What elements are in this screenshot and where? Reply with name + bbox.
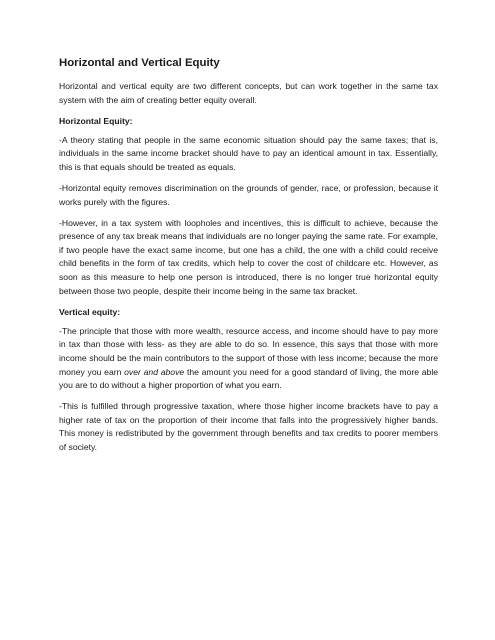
intro-paragraph: Horizontal and vertical equity are two different concepts, but can work together in the same tax system with the aim of creating better equity overall.: [59, 81, 438, 105]
horizontal-paragraph-2: -Horizontal equity removes discrimination on the grounds of gender, race, or profession, because it works purely with the figures.: [59, 182, 438, 207]
document-title: Horizontal and Vertical Equity: [59, 57, 220, 69]
vertical-paragraph-1-end: the amount you need for a good standard of living, the more able you are to do without a higher proportion of what you earn.: [59, 366, 439, 391]
vertical-paragraph-1-start: -The principle that those with more wealth, resource access, and income should have to pay more in tax than those with less- as they are able to do so. In essence, this says that those with more income should be the main contributors to the support of those with less income; because the more money you earn: [59, 325, 438, 377]
horizontal-equity-heading: Horizontal Equity:: [59, 115, 133, 126]
vertical-paragraph-1-emphasis: over and above: [124, 366, 185, 377]
vertical-paragraph-2: -This is fulfilled through progressive taxation, where those higher income brackets have to pay a higher rate of tax on the proportion of their income that falls into the progressively higher bands. This money is redistributed by the government through benefits and tax credits to poorer members of society.: [59, 401, 438, 452]
horizontal-paragraph-1: -A theory stating that people in the same economic situation should pay the same taxes; that is, individuals in the same income bracket should have to pay an identical amount in tax. Essentially, this is that equals should be treated as equals.: [59, 134, 438, 172]
vertical-equity-heading: Vertical equity:: [59, 306, 121, 317]
document-page: [59, 56, 438, 462]
horizontal-paragraph-3: -However, in a tax system with loopholes and incentives, this is difficult to achieve, because the presence of any tax break means that individuals are no longer paying the same rate. For example, if two people have the exact same income, but one has a child, the one with a child could receive child benefits in the form of tax credits, which help to cover the cost of childcare etc. However, as soon as this measure to help one person is introduced, there is no longer true horizontal equity between those two people, despite their income being in the same tax bracket.: [59, 217, 438, 296]
vertical-paragraph-1: [59, 325, 438, 393]
